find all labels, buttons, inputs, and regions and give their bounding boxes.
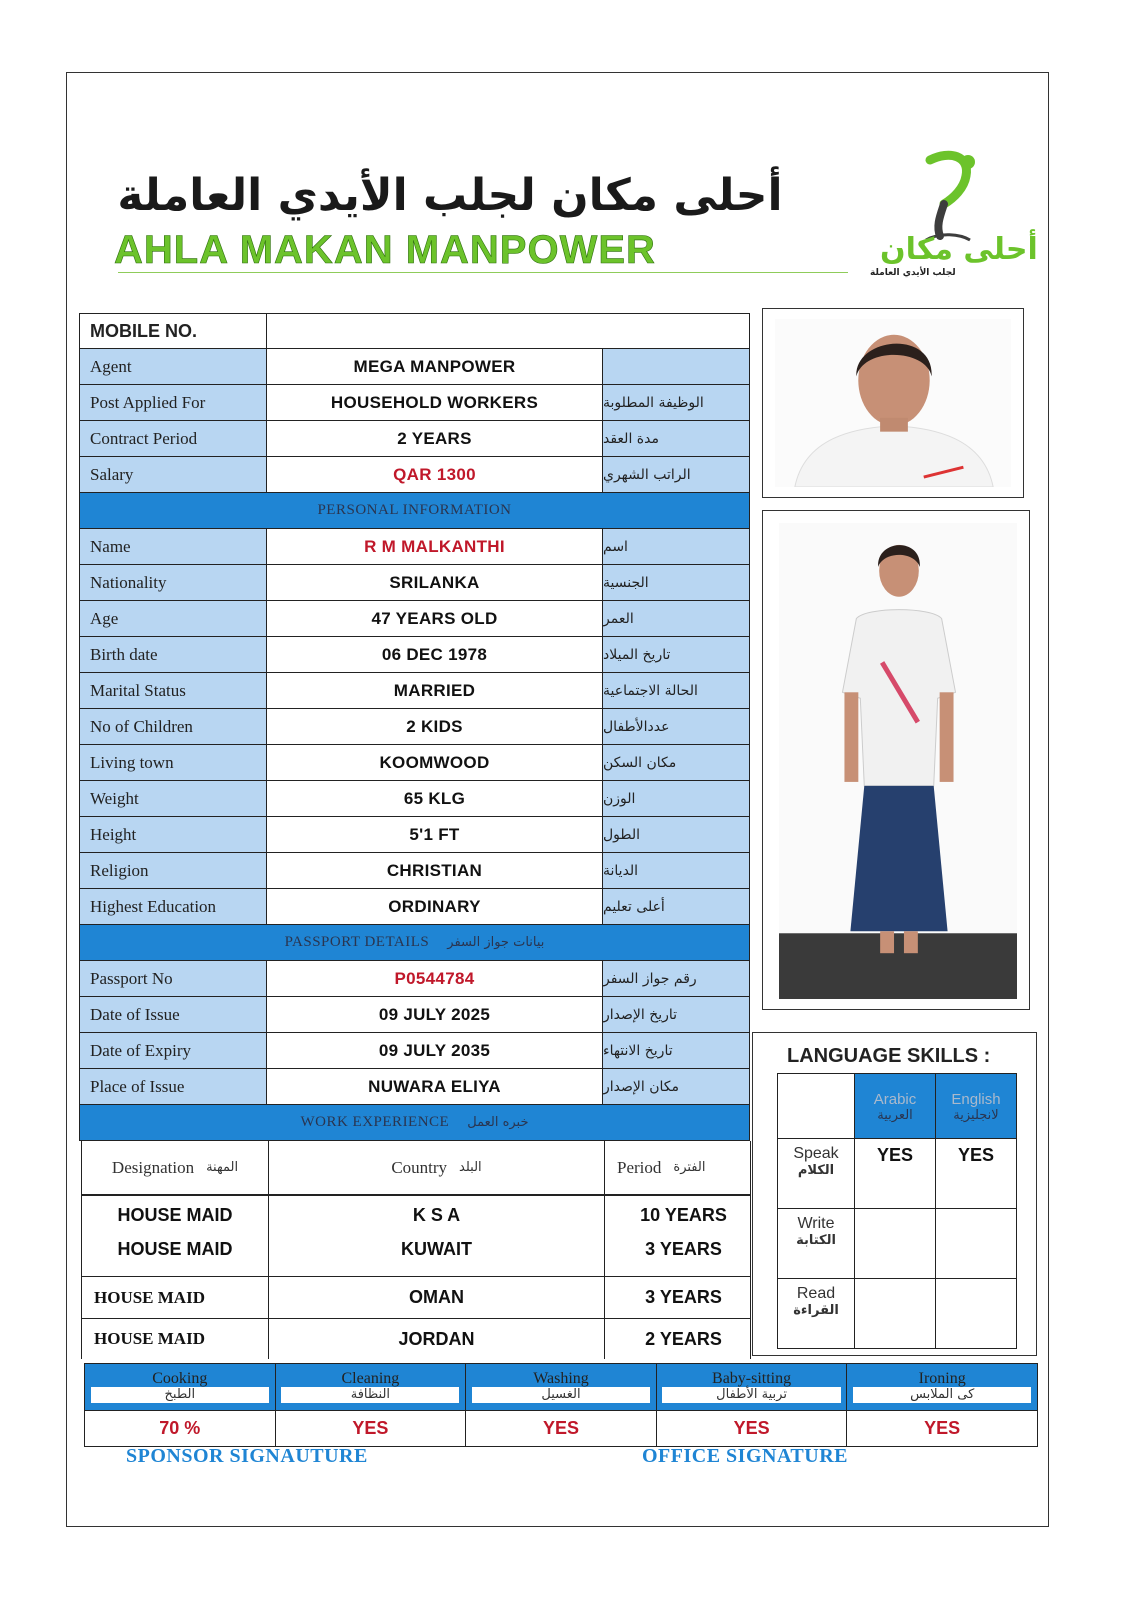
info-row [79,961,750,997]
field-label-arabic: الراتب الشهري [603,457,749,492]
info-row [79,601,750,637]
field-label-arabic [603,349,749,384]
english-read-value [936,1279,1016,1348]
skill-value: YES [466,1411,657,1446]
field-value: 09 JULY 2035 [267,1033,603,1068]
company-title: AHLA MAKAN MANPOWER [114,228,656,272]
field-value: MARRIED [267,673,603,708]
section-title-arabic: بيانات جواز السفر [447,935,545,950]
skill-name-arabic: النظافة [281,1387,459,1403]
english-write-value [936,1209,1016,1278]
arabic-speak-value: YES [855,1139,936,1208]
skill-header-cell [466,1364,657,1410]
personal-info-header [79,493,750,529]
column-en: English [951,1091,1001,1108]
skill-name: Cleaning [341,1370,400,1387]
field-value: 2 YEARS [267,421,603,456]
info-row [79,1069,750,1105]
field-label: Nationality [80,565,267,600]
info-row [79,457,750,493]
sponsor-signature-label: SPONSOR SIGNAUTURE [126,1445,368,1467]
arabic-column-header [855,1074,936,1138]
field-label-arabic: عددالأطفال [603,709,749,744]
skill-value: 70 % [85,1411,276,1446]
country-cell: K S A [269,1196,605,1235]
skills-header-row [85,1364,1037,1410]
field-label-arabic: مدة العقد [603,421,749,456]
skill-name-arabic: الغسيل [472,1387,650,1403]
skill-header-cell [657,1364,848,1410]
country-cell: KUWAIT [269,1235,605,1276]
skill-header-cell [85,1364,276,1410]
skill-name: Washing [533,1370,589,1387]
designation-cell: HOUSE MAID [82,1319,269,1359]
country-header: Country [391,1157,448,1177]
field-label-arabic: الجنسية [603,565,749,600]
field-label: Date of Issue [80,997,267,1032]
field-label-arabic: الوظيفة المطلوبة [603,385,749,420]
field-label: Agent [80,349,267,384]
logo-subtitle: لجلب الأيدي العاملة [870,268,956,278]
field-label: Birth date [80,637,267,672]
info-row [79,745,750,781]
column-ar: العربية [877,1108,913,1123]
period-cell: 3 YEARS [645,1287,722,1307]
designation-cell: HOUSE MAID [82,1277,269,1318]
designation-header-arabic: المهنة [206,1160,239,1175]
info-row [79,637,750,673]
field-label: Contract Period [80,421,267,456]
logo-arabic-text: أحلى مكان [880,232,1038,267]
full-body-image [779,523,1017,999]
info-row [79,709,750,745]
arabic-write-value [855,1209,936,1278]
field-value: ORDINARY [267,889,603,924]
period-cell: 10 YEARS [640,1205,727,1225]
skill-name-arabic: كى الملابس [853,1387,1031,1403]
english-speak-value: YES [957,1145,995,1165]
row-ar: الكلام [797,1163,835,1178]
field-label-arabic: تاريخ الانتهاء [603,1033,749,1068]
field-label: Name [80,529,267,564]
row-en: Speak [793,1145,839,1162]
info-row [79,565,750,601]
section-title-arabic: خبره العمل [467,1115,529,1130]
field-value: 5'1 FT [267,817,603,852]
arabic-read-value [855,1279,936,1348]
field-label-arabic: تاريخ الميلاد [603,637,749,672]
field-value: 65 KLG [267,781,603,816]
table-row [81,1319,751,1359]
field-label: Marital Status [80,673,267,708]
field-label: Weight [80,781,267,816]
country-header-arabic: البلد [459,1160,482,1175]
info-row [79,1033,750,1069]
field-value: HOUSEHOLD WORKERS [267,385,603,420]
country-cell: JORDAN [269,1319,605,1359]
field-label: Living town [80,745,267,780]
mobile-row [79,313,750,349]
office-signature-label: OFFICE SIGNATURE [642,1445,848,1467]
skill-header-cell [276,1364,467,1410]
section-title: WORK EXPERIENCE [300,1114,450,1130]
skill-name-arabic: تربية الأطفال [662,1387,840,1403]
field-value: MEGA MANPOWER [267,349,603,384]
row-ar: القراءة [793,1303,839,1318]
field-label: Salary [80,457,267,492]
info-row [79,781,750,817]
write-row [777,1209,1017,1279]
skill-name: Cooking [152,1370,208,1387]
field-label-arabic: الطول [603,817,749,852]
field-label-arabic: الحالة الاجتماعية [603,673,749,708]
field-label-arabic: أعلى تعليم [603,889,749,924]
field-value: 09 JULY 2025 [267,997,603,1032]
field-value: NUWARA ELIYA [267,1069,603,1104]
section-title: PASSPORT DETAILS [284,934,430,950]
field-label-arabic: رقم جواز السفر [603,961,749,996]
field-label-arabic: الديانة [603,853,749,888]
field-value: R M MALKANTHI [267,529,603,564]
period-cell: 2 YEARS [645,1328,722,1349]
language-skills-table [777,1073,1017,1349]
field-label-arabic: مكان السكن [603,745,749,780]
skill-name-arabic: الطبخ [91,1387,269,1403]
field-label: Post Applied For [80,385,267,420]
speak-row [777,1139,1017,1209]
skill-name: Baby-sitting [712,1370,792,1387]
empty-corner-cell [778,1074,855,1138]
field-label: No of Children [80,709,267,744]
english-column-header [936,1074,1016,1138]
column-ar: لانجليزية [953,1108,999,1123]
field-label: Highest Education [80,889,267,924]
info-row [79,997,750,1033]
info-row [79,385,750,421]
language-skills-box [752,1032,1037,1356]
info-row [79,421,750,457]
designation-cell: HOUSE MAID [82,1196,269,1235]
language-header-row [777,1073,1017,1139]
field-value: QAR 1300 [267,457,603,492]
field-label-arabic: الوزن [603,781,749,816]
skills-table [84,1363,1038,1447]
mobile-label: MOBILE NO. [80,314,267,348]
skill-value: YES [276,1411,467,1446]
passport-photo [762,308,1024,498]
field-value: P0544784 [267,961,603,996]
field-label-arabic: العمر [603,601,749,636]
field-value: 47 YEARS OLD [267,601,603,636]
table-row [81,1277,751,1319]
field-label: Height [80,817,267,852]
info-row [79,817,750,853]
language-skills-title: LANGUAGE SKILLS : [787,1045,991,1067]
info-row [79,889,750,925]
field-label-arabic: تاريخ الإصدار [603,997,749,1032]
field-label: Date of Expiry [80,1033,267,1068]
arabic-company-title: أحلى مكان لجلب الأيدي العاملة [117,170,783,221]
section-title: PERSONAL INFORMATION [317,502,512,518]
field-label: Place of Issue [80,1069,267,1104]
applicant-info-table [79,313,750,1141]
country-cell: OMAN [269,1277,605,1318]
title-underline [118,272,848,273]
field-value: 2 KIDS [267,709,603,744]
row-en: Write [797,1215,835,1232]
field-value: 06 DEC 1978 [267,637,603,672]
period-header: Period [617,1157,662,1177]
work-experience-header [79,1105,750,1141]
info-row [79,853,750,889]
designation-header: Designation [111,1157,195,1177]
skill-value: YES [657,1411,848,1446]
info-row [79,673,750,709]
field-label-arabic: اسم [603,529,749,564]
period-header-arabic: الفترة [673,1160,706,1175]
skill-name: Ironing [918,1370,966,1387]
field-value: KOOMWOOD [267,745,603,780]
info-row [79,529,750,565]
table-row [81,1195,751,1235]
skill-header-cell [847,1364,1037,1410]
info-row [79,349,750,385]
field-value: SRILANKA [267,565,603,600]
field-label: Religion [80,853,267,888]
skills-values-row [85,1410,1037,1446]
field-label: Passport No [80,961,267,996]
designation-cell: HOUSE MAID [82,1235,269,1276]
field-label: Age [80,601,267,636]
row-ar: الكتابة [796,1233,836,1248]
mobile-value [267,314,749,348]
passport-details-header [79,925,750,961]
period-cell: 3 YEARS [645,1239,722,1259]
full-body-photo [762,510,1030,1010]
row-en: Read [796,1285,836,1302]
field-value: CHRISTIAN [267,853,603,888]
skill-value: YES [924,1418,961,1438]
read-row [777,1279,1017,1349]
column-en: Arabic [873,1091,917,1108]
work-header-row [81,1141,751,1195]
field-label-arabic: مكان الإصدار [603,1069,749,1104]
work-experience-table [81,1141,751,1359]
portrait-image [775,319,1011,487]
table-row [81,1235,751,1277]
